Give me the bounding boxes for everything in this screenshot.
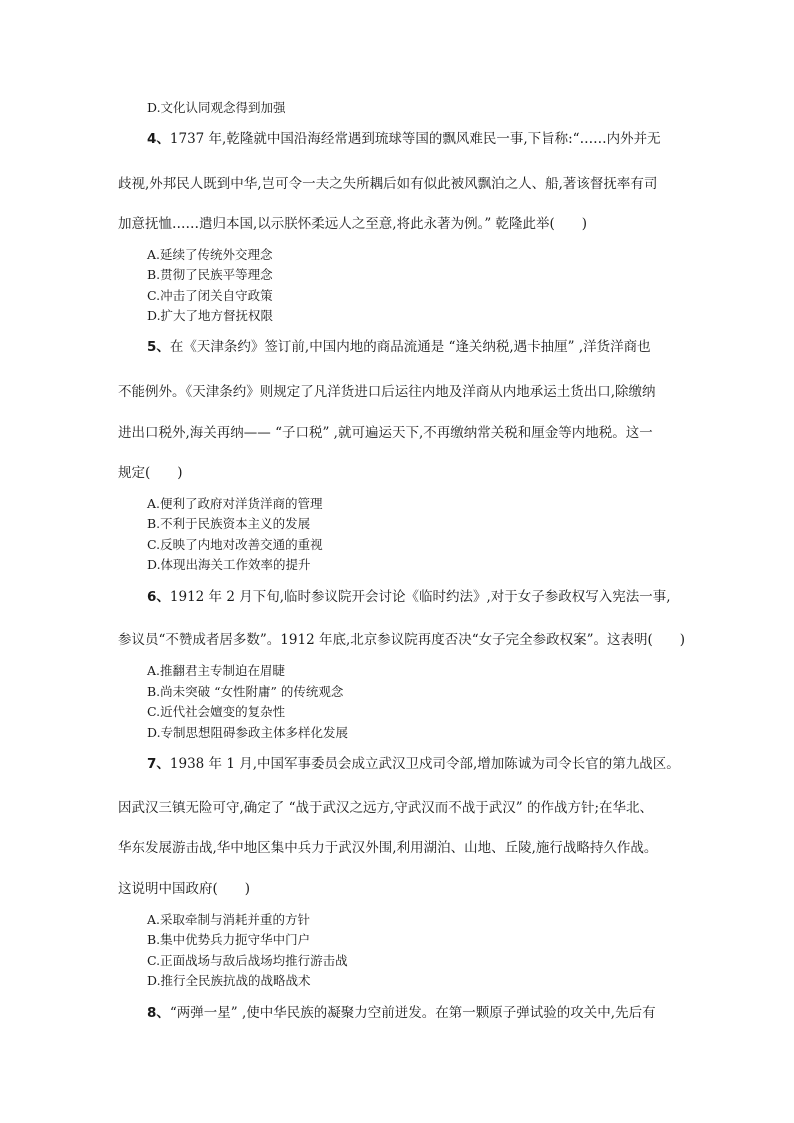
q4-line-3: 加意抚恤……遣归本国,以示朕怀柔远人之至意,将此永著为例。” 乾隆此举( ): [118, 216, 588, 232]
q7-option-c: C.正面战场与敌后战场均推行游击战: [147, 953, 348, 968]
q4-line-2: 歧视,外邦民人既到中华,岂可令一夫之失所耦后如有似此被风飘泊之人、船,著该督抚率有司: [118, 176, 658, 192]
q7-line-4: 这说明中国政府( ): [118, 881, 251, 897]
q6-line-2: 参议员“不赞成者居多数”。1912 年底,北京参议院再度否决“女子完全参政权案”。这表明( ): [118, 632, 686, 648]
q6-option-b: B.尚未突破 “女性附庸” 的传统观念: [147, 684, 344, 699]
q5-number: 5、: [147, 339, 170, 355]
q6-number: 6、: [147, 589, 170, 605]
q4-option-a: A.延续了传统外交理念: [147, 247, 273, 262]
q7-number: 7、: [147, 756, 170, 772]
q6-option-c: C.近代社会嬗变的复杂性: [147, 704, 286, 719]
q8-line-1: 8、“两弹一星” ,使中华民族的凝聚力空前迸发。在第一颗原子弹试验的攻关中,先后有: [147, 1005, 656, 1021]
q4-option-c: C.冲击了闭关自守政策: [147, 288, 273, 303]
q3-option-d: D.文化认同观念得到加强: [147, 100, 286, 115]
q8-number: 8、: [147, 1005, 170, 1021]
q4-option-b: B.贯彻了民族平等理念: [147, 267, 273, 282]
q4-number: 4、: [147, 131, 170, 147]
q7-option-a: A.采取牵制与消耗并重的方针: [147, 912, 311, 927]
q5-line-1: 5、在《天津条约》签订前,中国内地的商品流通是 “逢关纳税,遇卡抽厘” ,洋货洋商也: [147, 339, 651, 355]
q4-line-1: 4、1737 年,乾隆就中国沿海经常遇到琉球等国的飘风难民一事,下旨称:“……内外并无: [147, 131, 661, 147]
q6-option-d: D.专制思想阻碍参政主体多样化发展: [147, 725, 349, 740]
q7-line-2: 因武汉三镇无险可守,确定了 “战于武汉之远方,守武汉而不战于武汉” 的作战方针;在华北、: [118, 800, 654, 816]
q5-option-c: C.反映了内地对改善交通的重视: [147, 537, 323, 552]
q7-option-d: D.推行全民族抗战的战略战术: [147, 973, 311, 988]
q4-option-d: D.扩大了地方督抚权限: [147, 308, 274, 323]
q5-option-b: B.不利于民族资本主义的发展: [147, 516, 311, 531]
q5-option-a: A.便利了政府对洋货洋商的管理: [147, 496, 323, 511]
q5-option-d: D.体现出海关工作效率的提升: [147, 557, 311, 572]
q5-line-3: 进出口税外,海关再纳—— “子口税” ,就可遍运天下,不再缴纳常关税和厘金等内地税。这一: [118, 425, 653, 441]
q7-line-1: 7、1938 年 1 月,中国军事委员会成立武汉卫戍司令部,增加陈诚为司令长官的第九战区。: [147, 756, 680, 772]
q5-line-4: 规定( ): [118, 465, 183, 481]
q7-line-3: 华东发展游击战,华中地区集中兵力于武汉外围,利用湖泊、山地、丘陵,施行战略持久作战。: [118, 840, 658, 856]
q7-option-b: B.集中优势兵力扼守华中门户: [147, 932, 311, 947]
q6-option-a: A.推翻君主专制迫在眉睫: [147, 663, 286, 678]
q5-line-2: 不能例外。《天津条约》则规定了凡洋货进口后运往内地及洋商从内地承运土货出口,除缴纳: [118, 384, 656, 400]
q6-line-1: 6、1912 年 2 月下旬,临时参议院开会讨论《临时约法》,对于女子参政权写入宪法一事,: [147, 589, 671, 605]
